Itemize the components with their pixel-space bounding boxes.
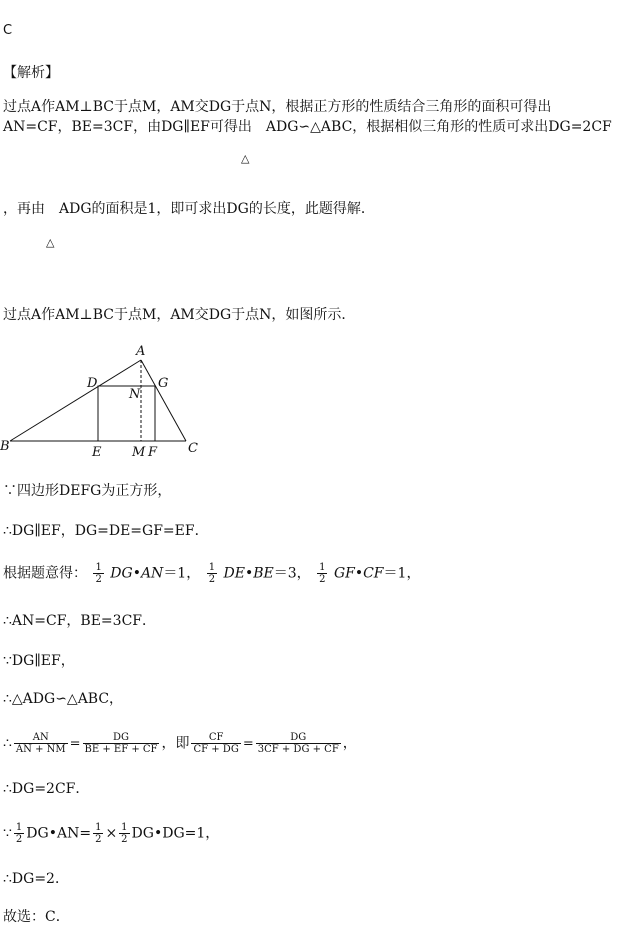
segment-ac [141, 360, 186, 441]
step-5: ∵DG∥EF， [3, 653, 75, 669]
fraction-dg-2: $\frac{DG}{3CF + DG + CF}$ [257, 732, 339, 755]
label-f: F [148, 445, 158, 460]
step-3-prefix: 根据题意得： [3, 565, 87, 582]
half-fraction: $\frac{1}{2}$ [95, 562, 102, 585]
half-fraction: $\frac{1}{2}$ [121, 822, 128, 845]
label-n: N [129, 387, 141, 402]
term-de-be: DE•BE [223, 565, 274, 582]
step-9: ∵ $\frac{1}{2}$ DG•AN= $\frac{1}{2}$ × $\frac{1}{2}$ DG•DG=1， [3, 822, 220, 845]
step-1: ∵四边形DEFG为正方形， [3, 483, 172, 499]
step-3: 根据题意得： $\frac{1}{2}$ DG•AN＝1， $\frac{1}{2}$ DE•BE＝3， $\frac{1}{2}$ GF•CF＝1， [3, 562, 421, 585]
analysis-line-3: ，再由 ADG的面积是1，即可求出DG的长度，此题得解． [3, 201, 375, 217]
solution-intro: 过点A作AM⊥BC于点M，AM交DG于点N，如图所示． [3, 307, 356, 323]
step-2: ∴DG∥EF，DG=DE=GF=EF． [3, 523, 209, 539]
triangle-symbol: △ [241, 152, 250, 165]
step-4: ∴AN=CF，BE=3CF． [3, 613, 156, 629]
step-7: ∴ $\frac{AN}{AN + NM}$ = $\frac{DG}{BE + EF + CF}$ ，即 $\frac{CF}{CF + DG}$ = $\frac{DG}{3CF + DG + CF}$ ， [3, 732, 357, 755]
square-defg [98, 386, 155, 441]
term-gf-cf: GF•CF [333, 565, 384, 582]
final-answer: 故选：C． [3, 909, 70, 925]
step-6: ∴△ADG∽△ABC， [3, 691, 124, 707]
label-b: B [0, 439, 10, 454]
label-e: E [92, 445, 102, 460]
step-8: ∴DG=2CF． [3, 781, 90, 797]
half-fraction: $\frac{1}{2}$ [208, 562, 216, 585]
fraction-dg: $\frac{DG}{BE + EF + CF}$ [84, 732, 158, 755]
term-dg-an: DG•AN [110, 565, 164, 582]
label-a: A [136, 344, 146, 359]
answer-letter: C [3, 23, 13, 38]
segment-ab [10, 360, 141, 441]
triangle-symbol: △ [46, 236, 55, 249]
half-fraction: $\frac{1}{2}$ [319, 562, 326, 585]
fraction-an: $\frac{AN}{AN + NM}$ [15, 732, 66, 755]
fraction-cf: $\frac{CF}{CF + DG}$ [193, 732, 239, 755]
label-d: D [87, 376, 98, 391]
analysis-line-1: 过点A作AM⊥BC于点M，AM交DG于点N，根据正方形的性质结合三角形的面积可得出 [3, 99, 552, 115]
geometry-figure [0, 340, 210, 465]
half-fraction: $\frac{1}{2}$ [15, 822, 23, 845]
analysis-line-2: AN=CF，BE=3CF，由DG∥EF可得出 ADG∽△ABC，根据相似三角形的性质可求出DG=2CF [3, 119, 612, 135]
step-10: ∴DG=2． [3, 871, 69, 887]
jiexi-title: 【解析】 [3, 65, 59, 81]
half-fraction: $\frac{1}{2}$ [95, 822, 102, 845]
label-c: C [188, 441, 198, 456]
label-m: M [132, 445, 146, 460]
label-g: G [158, 376, 169, 391]
